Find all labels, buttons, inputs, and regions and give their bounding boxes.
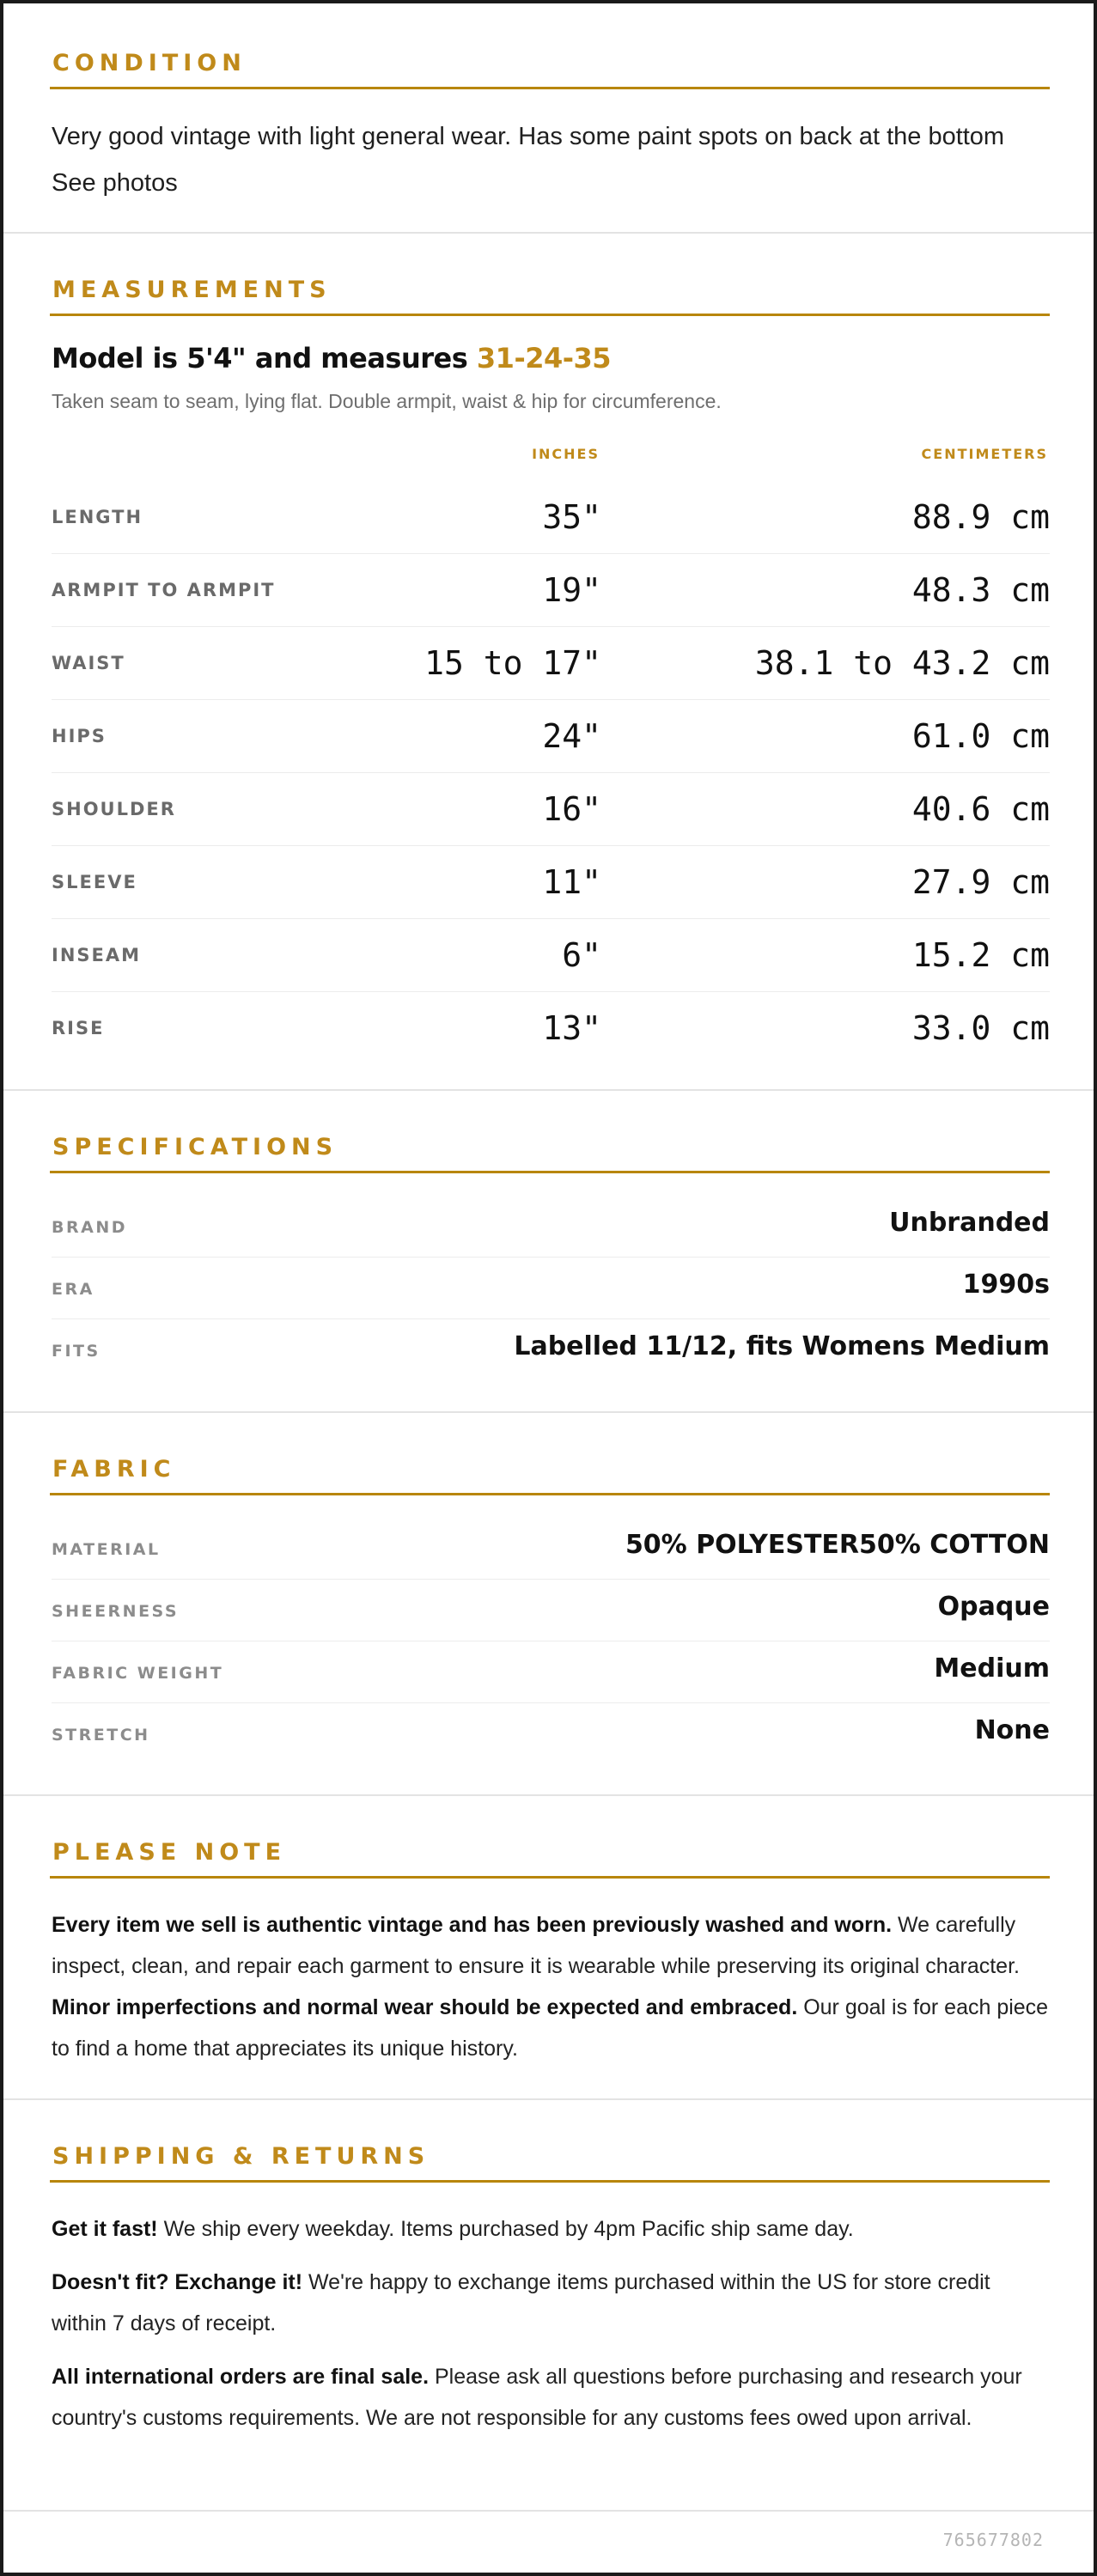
measurement-label: INSEAM	[52, 945, 142, 965]
spec-value: Unbranded	[889, 1208, 1050, 1238]
fabric-value: Medium	[934, 1653, 1050, 1684]
measurement-cm: 33.0 cm	[911, 1009, 1050, 1047]
measurement-row	[52, 627, 1050, 700]
column-header-centimeters: CENTIMETERS	[921, 446, 1048, 462]
please-note-text-1: We carefully inspect, clean, and repair each garment to ensure it is wearable while preserving its original character.	[52, 1913, 1020, 1978]
shipping-section	[3, 2100, 1094, 2512]
measurement-inches: 35"	[542, 498, 601, 536]
please-note-bold-2: Minor imperfections and normal wear should be expected and embraced.	[52, 1995, 798, 2019]
fabric-row	[52, 1703, 1050, 1765]
measurement-label: LENGTH	[52, 507, 143, 527]
spec-row	[52, 1196, 1050, 1258]
fabric-heading-text: FABRIC	[52, 1456, 176, 1483]
fabric-value: Opaque	[937, 1592, 1050, 1622]
measurement-row	[52, 773, 1050, 846]
measurement-cm: 38.1 to 43.2 cm	[754, 644, 1050, 682]
measurement-inches: 19"	[542, 571, 601, 609]
measurement-cm: 27.9 cm	[911, 863, 1050, 901]
spec-label: BRAND	[52, 1218, 127, 1237]
measurement-inches: 24"	[542, 717, 601, 755]
column-header-inches: INCHES	[532, 446, 600, 462]
model-measures-line	[52, 342, 611, 375]
please-note-heading	[50, 1834, 1050, 1879]
spec-row	[52, 1258, 1050, 1319]
specifications-heading	[50, 1129, 1050, 1173]
measurement-row	[52, 554, 1050, 627]
spec-value: Labelled 11/12, fits Womens Medium	[514, 1331, 1050, 1361]
condition-section	[3, 3, 1094, 234]
shipping-text-1: We ship every weekday. Items purchased by 4pm Pacific ship same day.	[157, 2217, 854, 2241]
measurement-inches: 15 to 17"	[424, 644, 601, 682]
measurement-row	[52, 992, 1050, 1065]
measurements-heading-text: MEASUREMENTS	[52, 277, 332, 303]
model-measures-value: 31-24-35	[476, 342, 612, 375]
fabric-label: FABRIC WEIGHT	[52, 1664, 224, 1683]
measurement-row	[52, 481, 1050, 554]
product-id: 765677802	[942, 2530, 1044, 2550]
shipping-paragraph-2	[52, 2262, 1050, 2344]
measurement-cm: 40.6 cm	[911, 790, 1050, 828]
spec-label: ERA	[52, 1280, 94, 1299]
measurement-label: SHOULDER	[52, 799, 176, 819]
shipping-bold-2: Doesn't fit? Exchange it!	[52, 2270, 303, 2294]
spec-label: FITS	[52, 1342, 101, 1361]
shipping-bold-1: Get it fast!	[52, 2217, 158, 2241]
spec-row	[52, 1319, 1050, 1381]
please-note-heading-text: PLEASE NOTE	[52, 1839, 287, 1866]
fabric-row	[52, 1518, 1050, 1580]
fabric-row	[52, 1580, 1050, 1641]
please-note-text-2: Our goal is for each piece to find a home that appreciates its unique history.	[52, 1995, 1049, 2061]
measurement-cm: 48.3 cm	[911, 571, 1050, 609]
please-note-text	[52, 1904, 1050, 2069]
shipping-bold-3: All international orders are final sale.	[52, 2365, 430, 2389]
please-note-section	[3, 1796, 1094, 2100]
shipping-text-3: Please ask all questions before purchasing and research your country's customs requirements. We are not responsible for any customs fees owed upon arrival.	[52, 2365, 1022, 2430]
model-prefix: Model is 5'4" and measures	[52, 342, 477, 375]
fabric-section	[3, 1413, 1094, 1796]
measurement-row	[52, 919, 1050, 992]
measurement-label: WAIST	[52, 653, 125, 673]
measurements-heading	[50, 271, 1050, 316]
measurement-cm: 15.2 cm	[911, 936, 1050, 974]
measurement-cm: 88.9 cm	[911, 498, 1050, 536]
shipping-paragraph-1	[52, 2208, 1050, 2250]
measurement-inches: 13"	[542, 1009, 601, 1047]
measurement-inches: 6"	[562, 936, 601, 974]
measurement-row	[52, 700, 1050, 773]
fabric-value: None	[974, 1715, 1050, 1745]
fabric-label: STRETCH	[52, 1726, 150, 1745]
condition-text: Very good vintage with light general wear. Has some paint spots on back at the bottom See photos	[52, 123, 1005, 197]
fabric-label: MATERIAL	[52, 1540, 161, 1559]
condition-heading	[50, 45, 1050, 89]
measurement-label: ARMPIT TO ARMPIT	[52, 580, 276, 600]
measurement-inches: 16"	[542, 790, 601, 828]
measurement-inches: 11"	[542, 863, 601, 901]
please-note-bold-1: Every item we sell is authentic vintage and has been previously washed and worn.	[52, 1913, 893, 1937]
specifications-heading-text: SPECIFICATIONS	[52, 1134, 338, 1160]
shipping-paragraph-3	[52, 2356, 1050, 2439]
shipping-text-2: We're happy to exchange items purchased within the US for store credit within 7 days of receipt.	[52, 2270, 990, 2335]
measurement-cm: 61.0 cm	[911, 717, 1050, 755]
shipping-heading-text: SHIPPING & RETURNS	[52, 2143, 430, 2170]
fabric-row	[52, 1641, 1050, 1703]
spec-value: 1990s	[962, 1270, 1050, 1300]
fabric-heading	[50, 1451, 1050, 1495]
measurements-section	[3, 234, 1094, 1091]
condition-heading-text: CONDITION	[52, 50, 247, 76]
shipping-heading	[50, 2138, 1050, 2183]
specifications-section	[3, 1091, 1094, 1413]
measurement-label: SLEEVE	[52, 872, 137, 892]
measurement-label: RISE	[52, 1018, 105, 1038]
measurement-label: HIPS	[52, 726, 107, 746]
fabric-label: SHEERNESS	[52, 1602, 180, 1621]
measurement-note: Taken seam to seam, lying flat. Double armpit, waist & hip for circumference.	[52, 390, 722, 412]
fabric-value: 50% POLYESTER50% COTTON	[625, 1530, 1050, 1560]
measurement-row	[52, 846, 1050, 919]
